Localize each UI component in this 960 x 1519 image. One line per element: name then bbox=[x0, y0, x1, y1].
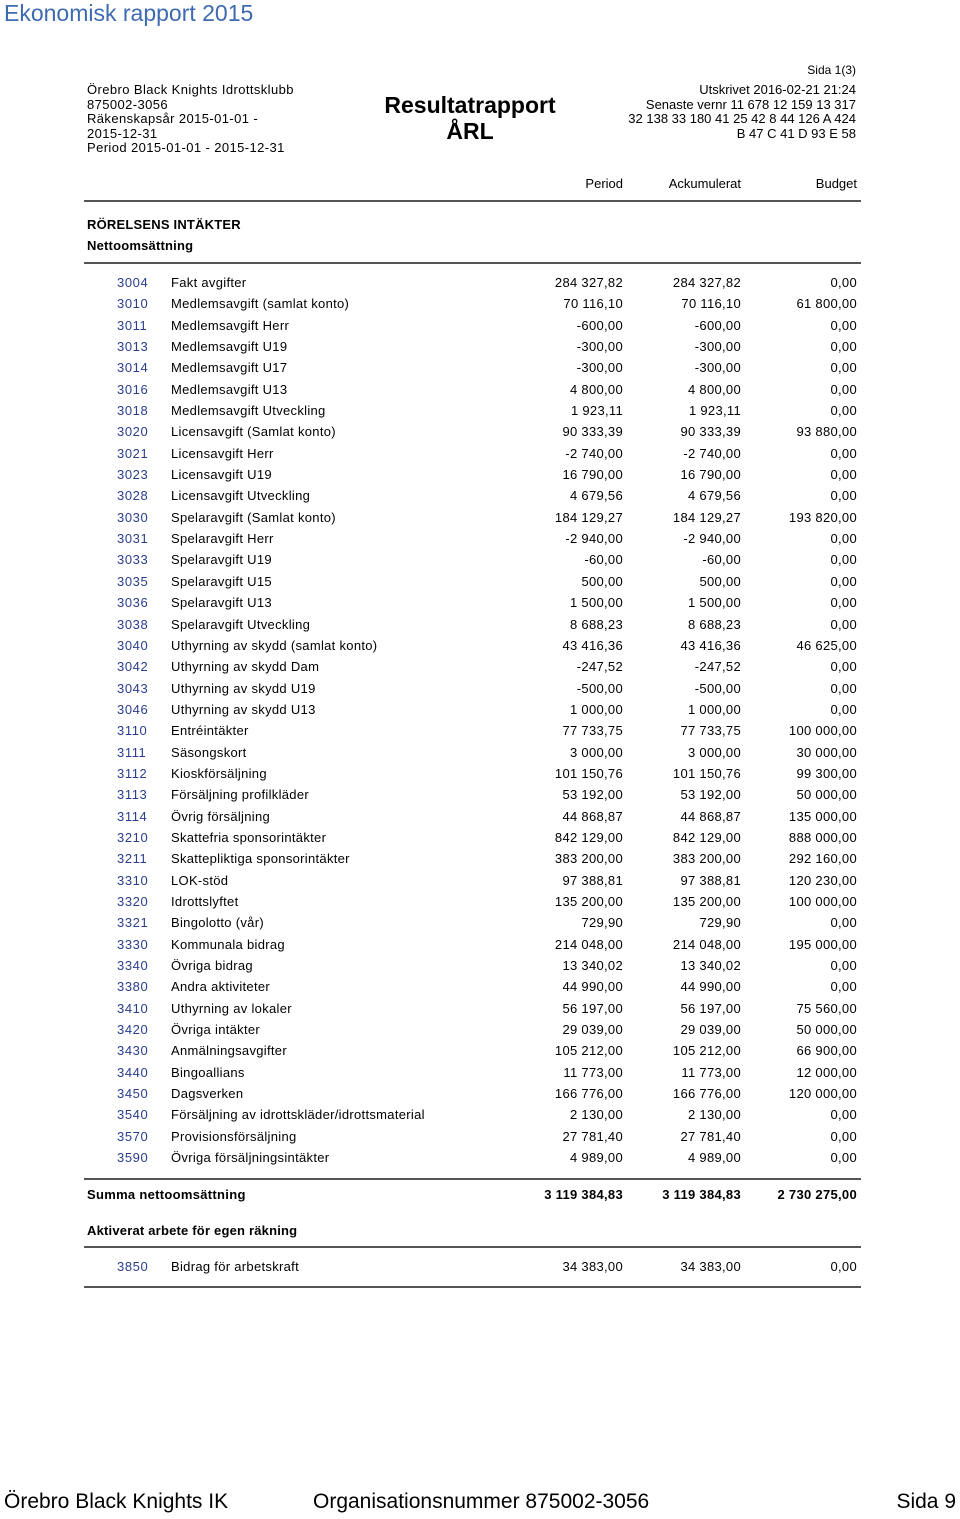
aktiverat-row bbox=[0, 1255, 960, 1277]
ackumulerat-value: 13 340,02 bbox=[680, 958, 741, 973]
table-row bbox=[0, 1039, 960, 1060]
budget-value: 292 160,00 bbox=[788, 851, 857, 867]
org-number: 875002-3056 bbox=[87, 96, 169, 112]
account-name: Försäljning profilkläder bbox=[171, 787, 309, 803]
period-value: -600,00 bbox=[576, 317, 623, 333]
account-name: Fakt avgifter bbox=[171, 275, 247, 290]
account-name: Medlemsavgift (samlat konto) bbox=[171, 296, 350, 312]
budget-value: 30 000,00 bbox=[796, 744, 857, 760]
budget-value: 0,00 bbox=[830, 445, 857, 461]
budget-value: 100 000,00 bbox=[788, 893, 857, 909]
account-name: Uthyrning av skydd (samlat konto) bbox=[171, 637, 378, 653]
period-value: 184 129,27 bbox=[554, 509, 623, 525]
account-number: 3310 bbox=[117, 872, 149, 888]
account-number: 3033 bbox=[117, 552, 149, 568]
budget-value: 0,00 bbox=[830, 1128, 857, 1144]
header-left bbox=[87, 83, 294, 156]
account-number: 3004 bbox=[117, 275, 149, 290]
account-name: Bidrag för arbetskraft bbox=[171, 1259, 299, 1274]
divider bbox=[84, 262, 861, 264]
account-number: 3018 bbox=[117, 403, 149, 419]
table-row bbox=[0, 783, 960, 804]
budget-value: 0,00 bbox=[830, 1107, 857, 1123]
budget-value: 0,00 bbox=[830, 339, 857, 355]
table-row bbox=[0, 591, 960, 612]
ackumulerat-value: 44 990,00 bbox=[680, 979, 741, 995]
period-value: 4 800,00 bbox=[569, 381, 623, 397]
period-value: 70 116,10 bbox=[563, 296, 623, 312]
account-name: Spelaravgift (Samlat konto) bbox=[171, 509, 336, 525]
account-number: 3046 bbox=[117, 701, 149, 717]
ackumulerat-value: -300,00 bbox=[694, 339, 741, 355]
period-value: 29 039,00 bbox=[562, 1022, 623, 1038]
budget-value: 0,00 bbox=[830, 403, 857, 419]
ackumulerat-value: 1 500,00 bbox=[687, 595, 741, 611]
printed-date: Utskrivet 2016-02-21 21:24 bbox=[699, 82, 856, 97]
account-number: 3430 bbox=[117, 1043, 149, 1059]
divider bbox=[84, 1246, 861, 1248]
col-period: Period bbox=[585, 176, 623, 191]
budget-value: 0,00 bbox=[830, 595, 857, 611]
period-value: 500,00 bbox=[581, 573, 623, 589]
period-value: 105 212,00 bbox=[554, 1043, 623, 1059]
col-budget: Budget bbox=[815, 176, 857, 191]
account-number: 3112 bbox=[117, 765, 148, 781]
table-row bbox=[0, 975, 960, 996]
budget-value: 0,00 bbox=[830, 531, 857, 547]
account-name: Medlemsavgift U17 bbox=[171, 360, 288, 376]
ackumulerat-value: 44 868,87 bbox=[680, 808, 741, 824]
table-row bbox=[0, 1125, 960, 1146]
period-value: 3 000,00 bbox=[569, 744, 623, 760]
budget-value: 0,00 bbox=[830, 275, 857, 290]
budget-value: 0,00 bbox=[830, 958, 857, 973]
account-name: Spelaravgift U15 bbox=[171, 573, 272, 589]
table-row bbox=[0, 314, 960, 335]
account-number: 3111 bbox=[117, 744, 147, 760]
table-row bbox=[0, 762, 960, 783]
period-value: 56 197,00 bbox=[562, 1000, 623, 1016]
ackumulerat-value: 43 416,36 bbox=[680, 637, 741, 653]
summa-period: 3 119 384,83 bbox=[544, 1187, 623, 1202]
account-number: 3031 bbox=[117, 531, 149, 547]
table-row bbox=[0, 1146, 960, 1167]
account-number: 3013 bbox=[117, 339, 149, 355]
section-heading: RÖRELSENS INTÄKTER bbox=[87, 217, 241, 232]
report-title-line2: ÅRL bbox=[446, 118, 494, 144]
period-value: 43 416,36 bbox=[562, 637, 623, 653]
account-number: 3850 bbox=[117, 1259, 149, 1274]
ackumulerat-value: 34 383,00 bbox=[680, 1259, 741, 1274]
account-number: 3035 bbox=[117, 573, 149, 589]
table-row bbox=[0, 1103, 960, 1124]
ackumulerat-value: 4 989,00 bbox=[687, 1150, 741, 1166]
budget-value: 99 300,00 bbox=[796, 765, 857, 781]
account-name: Medlemsavgift Herr bbox=[171, 317, 290, 333]
table-row bbox=[0, 698, 960, 719]
account-number: 3028 bbox=[117, 488, 149, 504]
ackumulerat-value: 284 327,82 bbox=[672, 275, 741, 290]
period-value: 53 192,00 bbox=[562, 787, 623, 803]
budget-value: 0,00 bbox=[830, 680, 857, 696]
page-title: Ekonomisk rapport 2015 bbox=[4, 0, 254, 26]
ackumulerat-value: -600,00 bbox=[694, 317, 741, 333]
table-row bbox=[0, 911, 960, 932]
budget-value: 0,00 bbox=[830, 979, 857, 995]
period-value: 2 130,00 bbox=[569, 1107, 623, 1123]
account-name: Kioskförsäljning bbox=[171, 765, 267, 781]
account-number: 3023 bbox=[117, 467, 149, 483]
table-row bbox=[0, 570, 960, 591]
period-value: 1 923,11 bbox=[570, 403, 623, 419]
account-name: Skattepliktiga sponsorintäkter bbox=[171, 851, 350, 867]
budget-value: 0,00 bbox=[830, 915, 857, 931]
budget-value: 0,00 bbox=[830, 360, 857, 376]
table-row bbox=[0, 677, 960, 698]
ackumulerat-value: 729,90 bbox=[699, 915, 741, 931]
account-name: Försäljning av idrottskläder/idrottsmaterial bbox=[171, 1107, 425, 1123]
account-name: Andra aktiviteter bbox=[171, 979, 271, 995]
budget-value: 0,00 bbox=[830, 659, 857, 675]
account-number: 3321 bbox=[117, 915, 149, 931]
budget-value: 120 000,00 bbox=[788, 1086, 857, 1102]
account-number: 3038 bbox=[117, 616, 149, 632]
divider bbox=[84, 200, 861, 202]
period-value: 34 383,00 bbox=[562, 1259, 623, 1274]
account-number: 3030 bbox=[117, 509, 149, 525]
account-number: 3011 bbox=[117, 317, 148, 333]
account-number: 3570 bbox=[117, 1128, 149, 1144]
account-name: Skattefria sponsorintäkter bbox=[171, 829, 327, 845]
ackumulerat-value: -2 940,00 bbox=[683, 531, 741, 547]
ackumulerat-value: -500,00 bbox=[694, 680, 741, 696]
ackumulerat-value: 184 129,27 bbox=[672, 509, 741, 525]
budget-value: 61 800,00 bbox=[796, 296, 857, 312]
period-value: 135 200,00 bbox=[554, 893, 623, 909]
col-ackumulerat: Ackumulerat bbox=[668, 176, 741, 191]
budget-value: 0,00 bbox=[830, 701, 857, 717]
account-name: Entréintäkter bbox=[171, 723, 249, 739]
account-table bbox=[0, 271, 960, 1167]
ackumulerat-value: 2 130,00 bbox=[687, 1107, 741, 1123]
account-name: Licensavgift (Samlat konto) bbox=[171, 424, 336, 440]
page-indicator: Sida 1(3) bbox=[807, 63, 856, 77]
table-row bbox=[0, 378, 960, 399]
ackumulerat-value: 8 688,23 bbox=[687, 616, 741, 632]
ackumulerat-value: 135 200,00 bbox=[672, 893, 741, 909]
period-value: 77 733,75 bbox=[562, 723, 623, 739]
budget-value: 0,00 bbox=[830, 573, 857, 589]
period-value: 166 776,00 bbox=[554, 1086, 623, 1102]
account-name: Idrottslyftet bbox=[171, 893, 239, 909]
table-row bbox=[0, 399, 960, 420]
account-name: Dagsverken bbox=[171, 1086, 244, 1102]
ackumulerat-value: -2 740,00 bbox=[683, 445, 741, 461]
report-title bbox=[370, 92, 570, 144]
ackumulerat-value: 29 039,00 bbox=[680, 1022, 741, 1038]
account-number: 3021 bbox=[117, 445, 149, 461]
account-name: Medlemsavgift U13 bbox=[171, 381, 288, 397]
period-value: -2 740,00 bbox=[565, 445, 623, 461]
ackumulerat-value: 90 333,39 bbox=[680, 424, 741, 440]
ackumulerat-value: 214 048,00 bbox=[672, 936, 741, 952]
period-value: 97 388,81 bbox=[562, 872, 623, 888]
account-name: Uthyrning av skydd U13 bbox=[171, 701, 316, 717]
ackumulerat-value: 4 800,00 bbox=[687, 381, 741, 397]
column-headers bbox=[0, 176, 960, 194]
account-number: 3110 bbox=[117, 723, 148, 739]
budget-value: 0,00 bbox=[830, 1150, 857, 1166]
table-row bbox=[0, 356, 960, 377]
period-value: 16 790,00 bbox=[562, 467, 623, 483]
account-number: 3440 bbox=[117, 1064, 149, 1080]
table-row bbox=[0, 292, 960, 313]
budget-value: 888 000,00 bbox=[788, 829, 857, 845]
account-name: Spelaravgift Herr bbox=[171, 531, 274, 547]
footer-page: Sida 9 bbox=[896, 1490, 956, 1513]
account-number: 3020 bbox=[117, 424, 149, 440]
account-name: Spelaravgift Utveckling bbox=[171, 616, 311, 632]
account-name: Övrig försäljning bbox=[171, 808, 271, 824]
ackumulerat-value: 97 388,81 bbox=[680, 872, 741, 888]
period-value: 44 990,00 bbox=[562, 979, 623, 995]
table-row bbox=[0, 741, 960, 762]
budget-value: 100 000,00 bbox=[788, 723, 857, 739]
budget-value: 75 560,00 bbox=[796, 1000, 857, 1016]
budget-value: 0,00 bbox=[830, 616, 857, 632]
budget-value: 0,00 bbox=[830, 467, 857, 483]
subsection-heading: Nettoomsättning bbox=[87, 238, 194, 253]
budget-value: 0,00 bbox=[830, 317, 857, 333]
period-value: 27 781,40 bbox=[562, 1128, 623, 1144]
account-name: Medlemsavgift Utveckling bbox=[171, 403, 326, 419]
table-row bbox=[0, 869, 960, 890]
table-row bbox=[0, 655, 960, 676]
table-row bbox=[0, 826, 960, 847]
table-row bbox=[0, 805, 960, 826]
ackumulerat-value: 53 192,00 bbox=[680, 787, 741, 803]
budget-value: 66 900,00 bbox=[796, 1043, 857, 1059]
ackumulerat-value: 383 200,00 bbox=[672, 851, 741, 867]
table-row bbox=[0, 506, 960, 527]
account-name: Bingolotto (vår) bbox=[171, 915, 264, 931]
account-name: Säsongskort bbox=[171, 744, 247, 760]
budget-value: 193 820,00 bbox=[788, 509, 857, 525]
budget-value: 50 000,00 bbox=[796, 1022, 857, 1038]
table-row bbox=[0, 527, 960, 548]
budget-value: 195 000,00 bbox=[788, 936, 857, 952]
account-number: 3043 bbox=[117, 680, 149, 696]
account-number: 3330 bbox=[117, 936, 149, 952]
budget-value: 0,00 bbox=[830, 1259, 857, 1274]
account-number: 3014 bbox=[117, 360, 149, 376]
period-value: 11 773,00 bbox=[563, 1064, 623, 1080]
ackumulerat-value: -247,52 bbox=[694, 659, 741, 675]
period-value: 1 000,00 bbox=[569, 701, 623, 717]
budget-value: 120 230,00 bbox=[788, 872, 857, 888]
ackumulerat-value: 1 923,11 bbox=[688, 403, 741, 419]
account-number: 3042 bbox=[117, 659, 149, 675]
voucher-info-3: B 47 C 41 D 93 E 58 bbox=[736, 125, 856, 141]
account-name: Uthyrning av skydd U19 bbox=[171, 680, 316, 696]
budget-value: 135 000,00 bbox=[788, 808, 857, 824]
summa-row bbox=[0, 1187, 960, 1205]
table-row bbox=[0, 1018, 960, 1039]
ackumulerat-value: 27 781,40 bbox=[680, 1128, 741, 1144]
account-number: 3211 bbox=[117, 851, 148, 867]
account-number: 3320 bbox=[117, 893, 149, 909]
aktiverat-heading: Aktiverat arbete för egen räkning bbox=[87, 1223, 298, 1238]
table-row bbox=[0, 997, 960, 1018]
ackumulerat-value: -60,00 bbox=[702, 552, 741, 568]
table-row bbox=[0, 847, 960, 868]
account-name: Uthyrning av lokaler bbox=[171, 1000, 292, 1016]
account-name: Spelaravgift U19 bbox=[171, 552, 272, 568]
account-name: Provisionsförsäljning bbox=[171, 1128, 297, 1144]
ackumulerat-value: 842 129,00 bbox=[672, 829, 741, 845]
table-row bbox=[0, 1082, 960, 1103]
table-row bbox=[0, 933, 960, 954]
fiscal-year-end: 2015-12-31 bbox=[87, 125, 158, 141]
budget-value: 93 880,00 bbox=[796, 424, 857, 440]
fiscal-year-start: Räkenskapsår 2015-01-01 - bbox=[87, 111, 259, 126]
summa-budget: 2 730 275,00 bbox=[777, 1187, 857, 1202]
period-value: 729,90 bbox=[581, 915, 623, 931]
account-name: Anmälningsavgifter bbox=[171, 1043, 287, 1059]
period-value: 101 150,76 bbox=[554, 765, 623, 781]
account-name: Kommunala bidrag bbox=[171, 936, 285, 952]
account-number: 3410 bbox=[117, 1000, 149, 1016]
period-value: -247,52 bbox=[576, 659, 623, 675]
account-name: Övriga intäkter bbox=[171, 1022, 261, 1038]
account-name: Medlemsavgift U19 bbox=[171, 339, 288, 355]
table-row bbox=[0, 634, 960, 655]
period-value: -2 940,00 bbox=[565, 531, 623, 547]
table-row bbox=[0, 954, 960, 975]
header-right bbox=[556, 83, 856, 141]
ackumulerat-value: 166 776,00 bbox=[672, 1086, 741, 1102]
period-value: 8 688,23 bbox=[569, 616, 623, 632]
period-value: 1 500,00 bbox=[569, 595, 623, 611]
ackumulerat-value: 16 790,00 bbox=[680, 467, 741, 483]
period-value: -300,00 bbox=[576, 360, 623, 376]
ackumulerat-value: 56 197,00 bbox=[680, 1000, 741, 1016]
account-name: Licensavgift Herr bbox=[171, 445, 274, 461]
ackumulerat-value: 3 000,00 bbox=[687, 744, 741, 760]
ackumulerat-value: 70 116,10 bbox=[681, 296, 741, 312]
budget-value: 0,00 bbox=[830, 381, 857, 397]
account-number: 3040 bbox=[117, 637, 149, 653]
voucher-info-2: 32 138 33 180 41 25 42 8 44 126 A 424 bbox=[628, 111, 856, 126]
account-number: 3450 bbox=[117, 1086, 149, 1102]
account-number: 3036 bbox=[117, 595, 149, 611]
table-row bbox=[0, 484, 960, 505]
budget-value: 0,00 bbox=[830, 488, 857, 504]
ackumulerat-value: -300,00 bbox=[694, 360, 741, 376]
budget-value: 12 000,00 bbox=[796, 1064, 857, 1080]
account-number: 3590 bbox=[117, 1150, 149, 1166]
account-name: LOK-stöd bbox=[171, 872, 229, 888]
account-name: Uthyrning av skydd Dam bbox=[171, 659, 320, 675]
period-value: -500,00 bbox=[576, 680, 623, 696]
ackumulerat-value: 500,00 bbox=[699, 573, 741, 589]
period-value: 842 129,00 bbox=[554, 829, 623, 845]
org-name: Örebro Black Knights Idrottsklubb bbox=[87, 82, 294, 97]
report-title-line1: Resultatrapport bbox=[384, 92, 556, 118]
period-value: 13 340,02 bbox=[562, 958, 623, 973]
account-name: Spelaravgift U13 bbox=[171, 595, 272, 611]
account-number: 3114 bbox=[117, 808, 148, 824]
period-value: 214 048,00 bbox=[554, 936, 623, 952]
divider bbox=[84, 1286, 861, 1288]
ackumulerat-value: 11 773,00 bbox=[681, 1064, 741, 1080]
table-row bbox=[0, 548, 960, 569]
table-row bbox=[0, 890, 960, 911]
ackumulerat-value: 77 733,75 bbox=[680, 723, 741, 739]
period-value: 90 333,39 bbox=[562, 424, 623, 440]
period-value: 4 989,00 bbox=[569, 1150, 623, 1166]
period-value: -300,00 bbox=[576, 339, 623, 355]
table-row bbox=[0, 420, 960, 441]
table-row bbox=[0, 442, 960, 463]
budget-value: 46 625,00 bbox=[796, 637, 857, 653]
footer-orgnr: Organisationsnummer 875002-3056 bbox=[313, 1490, 650, 1513]
table-row bbox=[0, 335, 960, 356]
period-value: -60,00 bbox=[584, 552, 623, 568]
ackumulerat-value: 1 000,00 bbox=[687, 701, 741, 717]
table-row bbox=[0, 613, 960, 634]
budget-value: 50 000,00 bbox=[796, 787, 857, 803]
table-row bbox=[0, 719, 960, 740]
account-name: Övriga försäljningsintäkter bbox=[171, 1150, 330, 1166]
summa-label: Summa nettoomsättning bbox=[87, 1187, 246, 1202]
divider bbox=[84, 1178, 861, 1180]
table-row bbox=[0, 271, 960, 292]
period-range: Period 2015-01-01 - 2015-12-31 bbox=[87, 140, 285, 155]
account-name: Övriga bidrag bbox=[171, 958, 253, 973]
account-name: Licensavgift Utveckling bbox=[171, 488, 311, 504]
table-row bbox=[0, 463, 960, 484]
footer-club: Örebro Black Knights IK bbox=[4, 1490, 229, 1513]
voucher-info-1: Senaste vernr 11 678 12 159 13 317 bbox=[645, 96, 856, 112]
account-number: 3540 bbox=[117, 1107, 149, 1123]
ackumulerat-value: 4 679,56 bbox=[687, 488, 741, 504]
account-number: 3420 bbox=[117, 1022, 149, 1038]
account-name: Licensavgift U19 bbox=[171, 467, 272, 483]
account-number: 3340 bbox=[117, 958, 149, 973]
account-number: 3113 bbox=[117, 787, 148, 803]
period-value: 284 327,82 bbox=[554, 275, 623, 290]
table-row bbox=[0, 1061, 960, 1082]
account-number: 3010 bbox=[117, 296, 149, 312]
ackumulerat-value: 105 212,00 bbox=[672, 1043, 741, 1059]
account-name: Bingoallians bbox=[171, 1064, 245, 1080]
account-number: 3210 bbox=[117, 829, 149, 845]
period-value: 44 868,87 bbox=[562, 808, 623, 824]
period-value: 4 679,56 bbox=[569, 488, 623, 504]
period-value: 383 200,00 bbox=[554, 851, 623, 867]
account-number: 3380 bbox=[117, 979, 149, 995]
account-number: 3016 bbox=[117, 381, 149, 397]
summa-ackumulerat: 3 119 384,83 bbox=[662, 1187, 741, 1202]
budget-value: 0,00 bbox=[830, 552, 857, 568]
ackumulerat-value: 101 150,76 bbox=[672, 765, 741, 781]
